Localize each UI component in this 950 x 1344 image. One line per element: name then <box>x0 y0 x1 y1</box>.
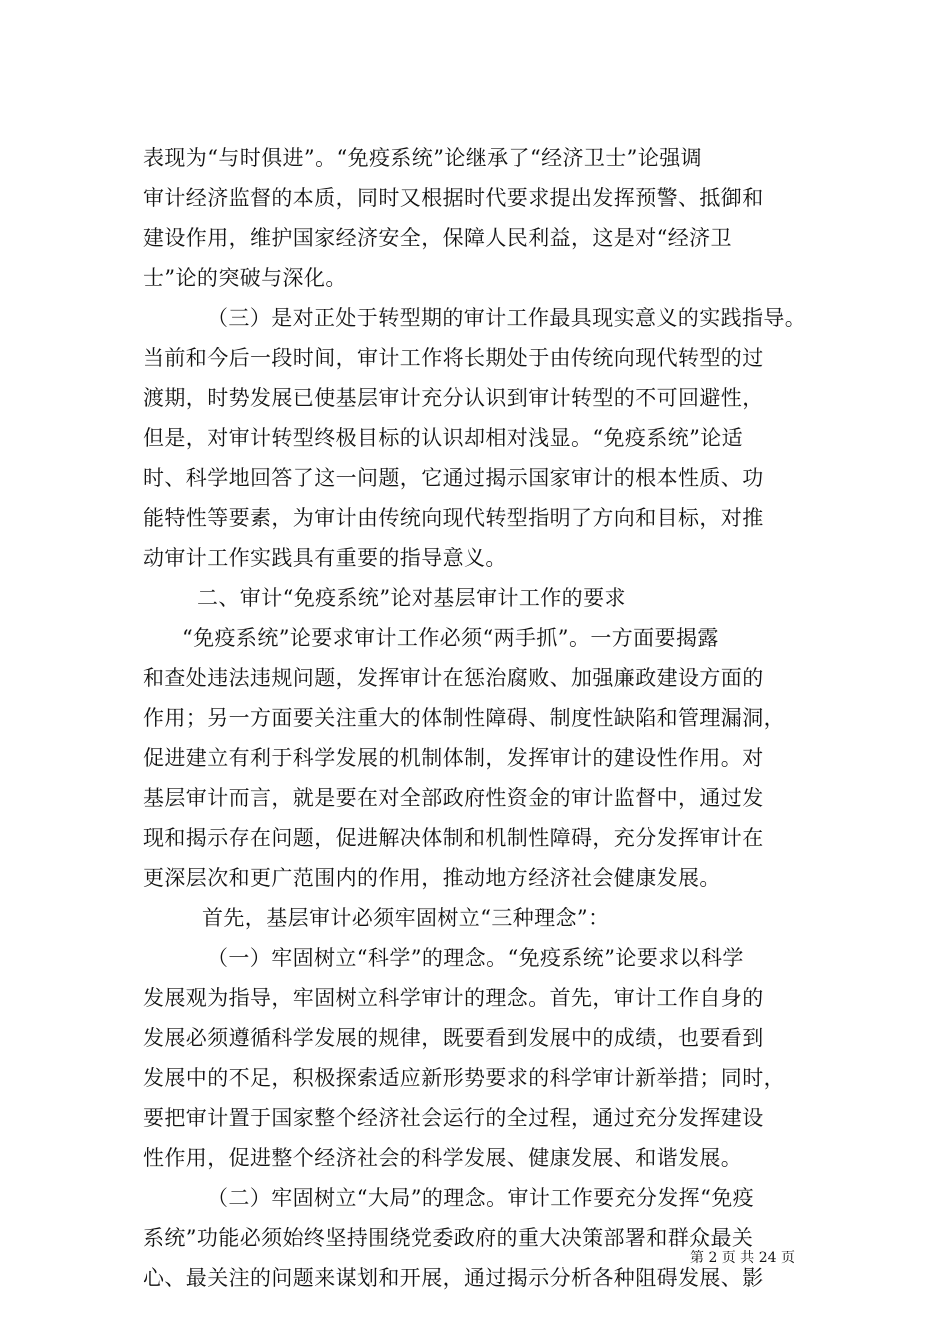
text-line: （二）牢固树立“大局”的理念。审计工作要充分发挥“免疫 <box>207 1186 755 1210</box>
text-line: 当前和今后一段时间，审计工作将长期处于由传统向现代转型的过 <box>143 346 764 370</box>
text-line: 表现为“与时俱进”。“免疫系统”论继承了“经济卫士”论强调 <box>143 146 703 170</box>
text-line: 发展观为指导，牢固树立科学审计的理念。首先，审计工作自身的 <box>143 986 764 1010</box>
text-line: （一）牢固树立“科学”的理念。“免疫系统”论要求以科学 <box>207 946 744 970</box>
text-line: 要把审计置于国家整个经济社会运行的全过程，通过充分发挥建设 <box>143 1106 764 1130</box>
text-line: 系统”功能必须始终坚持围绕党委政府的重大决策部署和群众最关 <box>143 1226 754 1250</box>
text-line: 发展必须遵循科学发展的规律，既要看到发展中的成绩，也要看到 <box>143 1026 764 1050</box>
text-line: 作用；另一方面要关注重大的体制性障碍、制度性缺陷和管理漏洞， <box>143 706 785 730</box>
text-line: 士”论的突破与深化。 <box>143 266 347 290</box>
text-line: 建设作用，维护国家经济安全，保障人民利益，这是对“经济卫 <box>143 226 732 250</box>
text-line: “免疫系统”论要求审计工作必须“两手抓”。一方面要揭露 <box>182 626 719 650</box>
text-line: 和查处违法违规问题，发挥审计在惩治腐败、加强廉政建设方面的 <box>143 666 764 690</box>
text-line: 时、科学地回答了这一问题，它通过揭示国家审计的根本性质、功 <box>143 466 764 490</box>
text-line: 更深层次和更广范围内的作用，推动地方经济社会健康发展。 <box>143 866 721 890</box>
text-line: 动审计工作实践具有重要的指导意义。 <box>143 546 507 570</box>
text-line: 促进建立有利于科学发展的机制体制，发挥审计的建设性作用。对 <box>143 746 764 770</box>
text-line: 渡期，时势发展已使基层审计充分认识到审计转型的不可回避性， <box>143 386 764 410</box>
text-line: 性作用，促进整个经济社会的科学发展、健康发展、和谐发展。 <box>143 1146 743 1170</box>
text-line: （三）是对正处于转型期的审计工作最具现实意义的实践指导。 <box>207 306 807 330</box>
text-line: 现和揭示存在问题，促进解决体制和机制性障碍，充分发挥审计在 <box>143 826 764 850</box>
text-line: 基层审计而言，就是要在对全部政府性资金的审计监督中，通过发 <box>143 786 764 810</box>
text-line: 但是，对审计转型终极目标的认识却相对浅显。“免疫系统”论适 <box>143 426 744 450</box>
text-line: 首先，基层审计必须牢固树立“三种理念”： <box>202 906 610 930</box>
text-line: 心、最关注的问题来谋划和开展，通过揭示分析各种阻碍发展、影 <box>143 1266 764 1290</box>
text-line: 审计经济监督的本质，同时又根据时代要求提出发挥预警、抵御和 <box>143 186 764 210</box>
page-number: 第 2 页 共 24 页 <box>690 1250 795 1266</box>
text-line: 能特性等要素，为审计由传统向现代转型指明了方向和目标，对推 <box>143 506 764 530</box>
section-heading: 二、审计“免疫系统”论对基层审计工作的要求 <box>197 586 626 610</box>
text-line: 发展中的不足，积极探索适应新形势要求的科学审计新举措；同时， <box>143 1066 785 1090</box>
